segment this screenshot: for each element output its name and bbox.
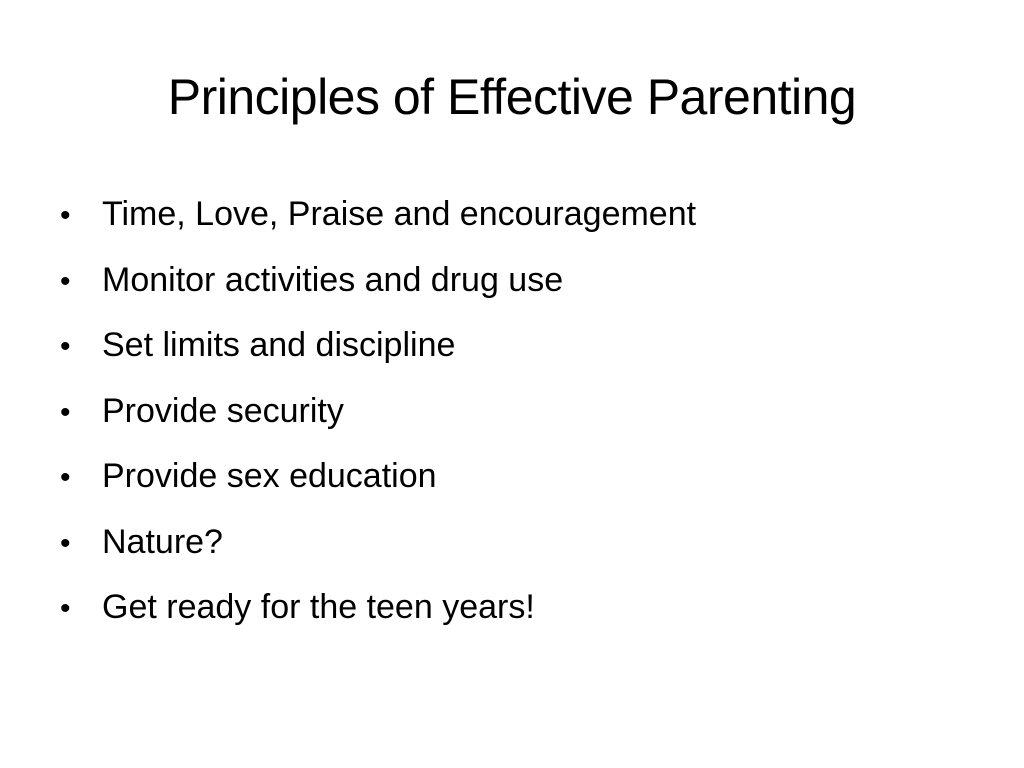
bullet-text: Time, Love, Praise and encouragement [102, 195, 697, 233]
bullet-icon: • [60, 526, 71, 560]
list-item [58, 514, 696, 580]
bullet-icon: • [60, 395, 71, 429]
bullet-list [58, 186, 696, 645]
list-item [58, 186, 696, 252]
bullet-icon: • [60, 461, 71, 494]
bullet-text: Get ready for the teen years! [102, 588, 535, 626]
bullet-text: Provide security [102, 391, 344, 430]
bullet-text: Provide sex education [102, 457, 437, 495]
bullet-icon: • [60, 592, 71, 625]
bullet-icon: • [60, 330, 71, 363]
slide-title: Principles of Effective Parenting [167, 69, 857, 125]
list-item [58, 448, 696, 514]
bullet-text: Monitor activities and drug use [102, 260, 564, 299]
bullet-icon: • [60, 199, 71, 232]
bullet-text: Set limits and discipline [102, 326, 456, 364]
list-item [58, 383, 696, 449]
list-item [58, 317, 696, 383]
bullet-icon: • [60, 264, 71, 298]
list-item [58, 252, 696, 318]
list-item [58, 579, 696, 645]
bullet-text: Nature? [102, 522, 223, 561]
